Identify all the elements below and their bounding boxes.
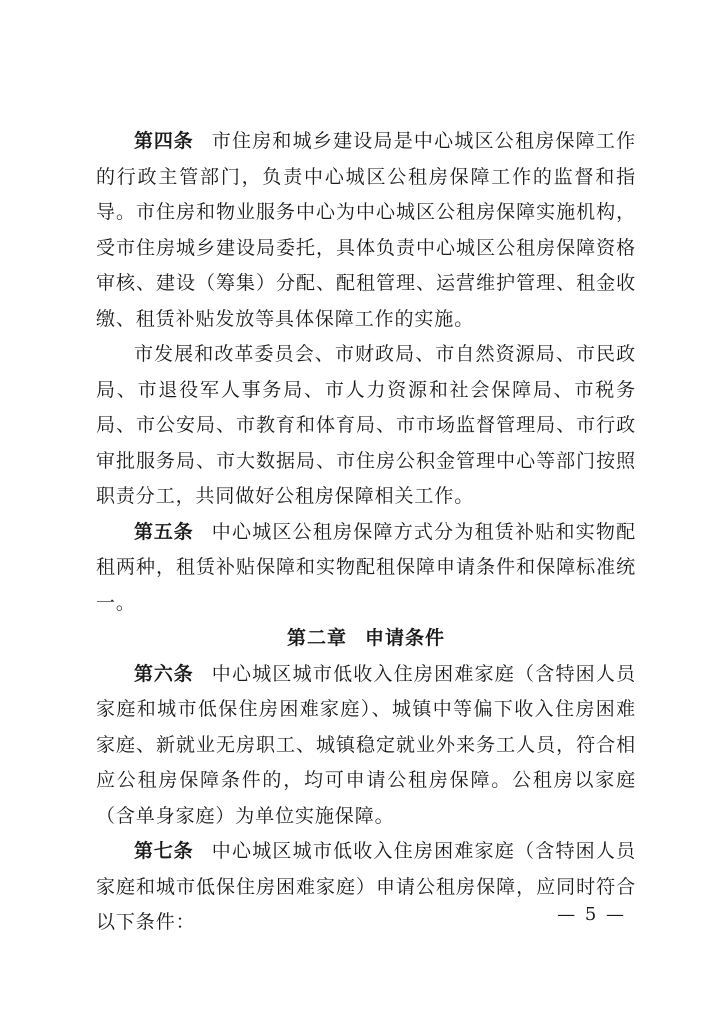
article-7-heading: 第七条	[134, 840, 194, 862]
article-4-text: 市住房和城乡建设局是中心城区公租房保障工作的行政主管部门，负责中心城区公租房保障工作的监督和指导。市住房和物业服务中心为中心城区公租房保障实施机构，受市住房城乡建设局委托，具体负责中心城区公租房保障资格审核、建设（筹集）分配、配租管理、运营维护管理、租金收缴、租赁补贴发放等具体保障工作的实施。	[96, 130, 636, 330]
article-6-text: 中心城区城市低收入住房困难家庭（含特困人员家庭和城市低保住房困难家庭）、城镇中等偏下收入住房困难家庭、新就业无房职工、城镇稳定就业外来务工人员，符合相应公租房保障条件的，均可申请公租房保障。公租房以家庭（含单身家庭）为单位实施保障。	[96, 662, 636, 827]
article-4-continuation-paragraph	[96, 337, 636, 515]
article-6-heading: 第六条	[134, 662, 194, 685]
article-5-heading: 第五条	[134, 520, 194, 543]
article-7-paragraph	[96, 834, 636, 941]
article-4-heading: 第四条	[134, 130, 194, 152]
article-5-paragraph	[96, 515, 636, 622]
article-4-paragraph	[96, 124, 636, 337]
chapter-number: 第二章	[286, 627, 347, 649]
page-number: — 5 —	[557, 904, 626, 925]
article-7-text: 中心城区城市低收入住房困难家庭（含特困人员家庭和城市低保住房困难家庭）申请公租房保障，应同时符合以下条件：	[96, 840, 636, 933]
chapter-heading	[96, 621, 636, 657]
article-4-continuation-text: 市发展和改革委员会、市财政局、市自然资源局、市民政局、市退役军人事务局、市人力资源和社会保障局、市税务局、市公安局、市教育和体育局、市市场监督管理局、市行政审批服务局、市大数据局、市住房公积金管理中心等部门按照职责分工，共同做好公租房保障相关工作。	[96, 343, 636, 507]
article-5-text: 中心城区公租房保障方式分为租赁补贴和实物配租两种，租赁补贴保障和实物配租保障申请条件和保障标准统一。	[96, 520, 636, 614]
article-6-paragraph	[96, 657, 636, 835]
document-body	[96, 124, 636, 941]
chapter-title: 申请条件	[365, 627, 446, 649]
